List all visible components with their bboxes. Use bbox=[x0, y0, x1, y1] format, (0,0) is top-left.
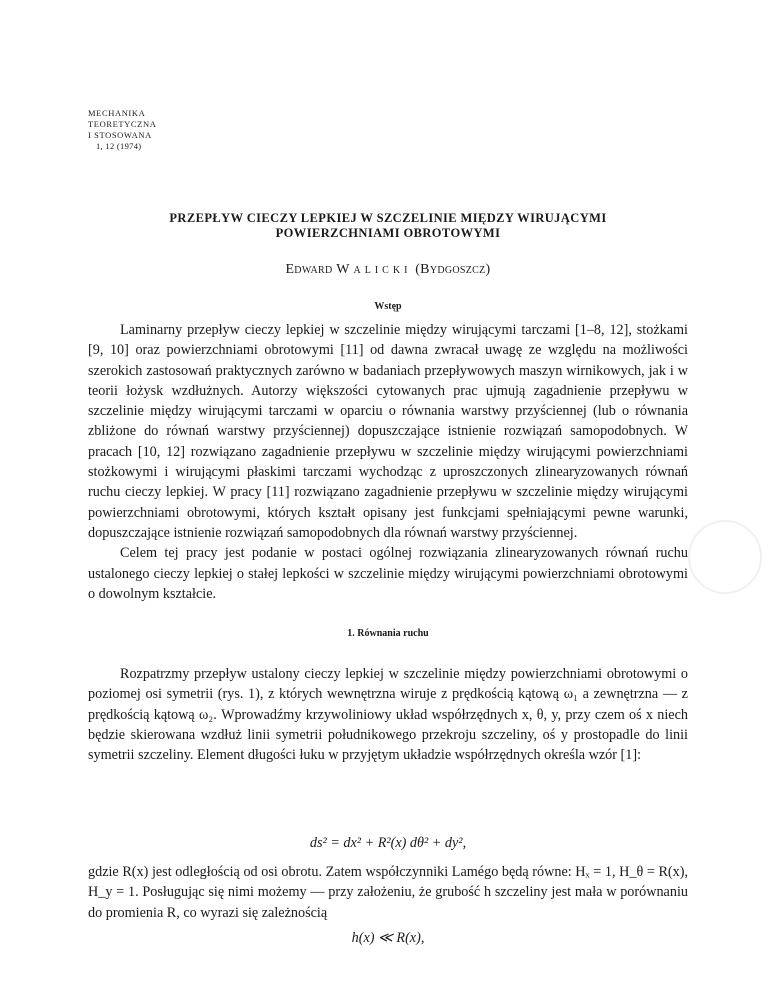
paper-title bbox=[88, 211, 688, 241]
library-stamp bbox=[688, 520, 762, 594]
journal-name-line2: TEORETYCZNA bbox=[88, 119, 157, 129]
section-1-paragraph-1: Rozpatrzmy przepływ ustalony cieczy lepkiej w szczelinie między powierzchniami obrotowymi o poziomej osi symetrii (rys. 1), z których wewnętrzna wiruje z prędkością kątową ω₁ a zewnętrzna — z prędkością kątową ω₂. Wprowadźmy krzywoliniowy układ współrzędnych x, θ, y, przy czem oś x niech będzie skierowana wzdłuż linii symetrii południkowego przekroju szczeliny, oś y prostopadle do linii symetrii szczeliny. Element długości łuku w przyjętym układzie współrzędnych określa wzór [1]: bbox=[88, 666, 688, 764]
journal-name-line1: MECHANIKA bbox=[88, 108, 146, 118]
section-1-heading: 1. Równania ruchu bbox=[347, 628, 429, 639]
intro-paragraph-2: Celem tej pracy jest podanie w postaci ogólnej rozwiązania zlinearyzowanych równań ruchu ustalonego cieczy lepkiej o stałej lepkości w szczelinie między wirującymi powierzchniami obrotowymi o dowolnym kształcie. bbox=[88, 545, 688, 602]
title-line1: PRZEPŁYW CIECZY LEPKIEJ W SZCZELINIE MIĘDZY WIRUJĄCYMI bbox=[169, 211, 607, 225]
author-first-name: Edward bbox=[285, 262, 333, 277]
author-line bbox=[88, 262, 688, 278]
intro-paragraph-1: Laminarny przepływ cieczy lepkiej w szczelinie między wirującymi tarczami [1–8, 12], stożkami [9, 10] oraz powierzchniami obrotowymi [11] od dawna zwracał uwagę ze względu na możliwości szerokich zastosowań praktycznych zarówno w badaniach przepływowych maszyn wirnikowych, jak i w teorii łożysk wzdłużnych. Autorzy większości cytowanych prac ujmują zagadnienie przepływu w szczelinie między wirującymi tarczami w oparciu o równania warstwy przyściennej (lub o równania zbliżone do równań warstwy przyściennej) dopuszczające istnienie rozwiązań samopodobnych. W pracach [10, 12] rozwiązano zagadnienie przepływu w szczelinie między wirującymi powierzchniami stożkowymi i wirującymi płaskimi tarczami wychodząc z uproszczonych zlinearyzowanych równań ruchu cieczy lepkiej. W pracy [11] rozwiązano zagadnienie przepływu w szczelinie między wirującymi powierzchniami obrotowymi, których kształt opisany jest funkcjami spełniającymi pewne warunki, dopuszczające istnienie rozwiązań samopodobnych dla równań warstwy przyściennej. bbox=[88, 322, 688, 541]
section-1-text bbox=[88, 664, 688, 765]
journal-name-line3: I STOSOWANA bbox=[88, 130, 152, 140]
title-line2: POWIERZCHNIAMI OBROTOWYMI bbox=[275, 226, 501, 240]
section-1-text-2 bbox=[88, 862, 688, 923]
author-last-name: Walicki bbox=[336, 262, 412, 277]
equation-arc-length: ds² = dx² + R²(x) dθ² + dy², bbox=[309, 835, 467, 851]
journal-volume: 1, 12 (1974) bbox=[96, 141, 142, 151]
intro-text bbox=[88, 320, 688, 604]
section-1-paragraph-2: gdzie R(x) jest odległością od osi obrotu. Zatem współczynniki Lamégo będą równe: Hₓ = 1, H_θ = R(x), H_y = 1. Posługując się nimi możemy — przy założeniu, że grubość h szczeliny jest mała w porównaniu do promienia R, co wyrazi się zależnością bbox=[88, 864, 688, 921]
equation-gap-condition: h(x) ≪ R(x), bbox=[351, 930, 425, 946]
journal-header bbox=[88, 108, 156, 152]
intro-heading: Wstęp bbox=[374, 301, 402, 312]
author-affiliation: (Bydgoszcz) bbox=[415, 262, 491, 277]
